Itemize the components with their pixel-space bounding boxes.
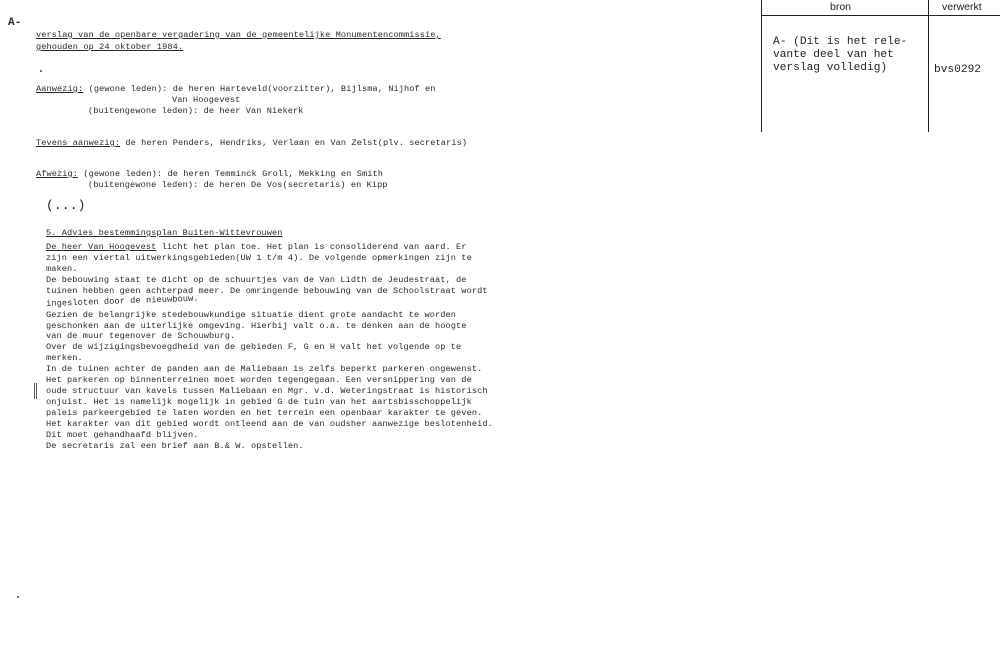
bron-line-1: A- (Dit is het rele- (773, 36, 908, 48)
section-line-17: Dit moet gehandhaafd blijven. (46, 430, 199, 440)
section-line-9: Over de wijzigingsbevoegdheid van de gebieden F, G en H valt het volgende op te (46, 342, 462, 352)
section-line-7: geschonken aan de uiterlijke omgeving. Hierbij valt o.a. te denken aan de hoogte (46, 321, 467, 331)
tevens-label: Tevens aanwezig: (36, 138, 121, 148)
section-line-14: onjuist. Het is namelijk mogelijk in gebied G de tuin van het aartsbisschoppelijk (46, 397, 472, 407)
table-left-border (761, 0, 762, 132)
section-line-6: Gezien de belangrijke stedebouwkundige situatie dient grote aandacht te worden (46, 310, 457, 320)
document-header-line2: gehouden op 24 oktober 1984. (36, 42, 184, 52)
bron-line-3: verslag volledig) (773, 62, 888, 74)
section-title: 5. Advies bestemmingsplan Buiten-Wittevrouwen (46, 228, 283, 238)
margin-bar (34, 383, 35, 399)
bron-line-2: vante deel van het (773, 49, 894, 61)
section-line-10: merken. (46, 353, 83, 363)
section-line-12: Het parkeren op binnenterreinen moet worden tegengegaan. Een versnippering van de (46, 375, 472, 385)
section-line-2: maken. (46, 264, 78, 274)
tevens-text: de heren Penders, Hendriks, Verlaan en Van Zelst(plv. secretaris) (120, 138, 468, 148)
aanwezig-block (36, 84, 436, 94)
afwezig-line2: (buitengewone leden): de heren De Vos(secretaris) en Kipp (88, 180, 388, 190)
aanwezig-label: Aanwezig: (36, 84, 84, 94)
section-line-16: Het karakter van dit gebied wordt ontleend aan de van oudsher aanwezige beslotenheid. (46, 419, 493, 429)
section-line-3: De bebouwing staat te dicht op de schuurtjes van de Van Lidth de Jeudestraat, de (46, 275, 467, 285)
column-header-bron: bron (830, 1, 852, 13)
section-first-line (46, 242, 467, 252)
ellipsis: (...) (46, 198, 86, 213)
section-line-15: paleis parkeergebied te laten worden en het terrein een openbaar karakter te geven. (46, 408, 483, 418)
afwezig-block (36, 169, 383, 179)
table-header-rule (761, 15, 1000, 16)
section-line-18: De secretaris zal een brief aan B.& W. opstellen. (46, 441, 304, 451)
section-line-4: tuinen hebben geen achterpad meer. De omringende bebouwing van de Schoolstraat wordt (46, 286, 488, 296)
aanwezig-line2: Van Hoogevest (172, 95, 241, 105)
section-line-1: zijn een viertal uitwerkingsgebieden(UW 1 t/m 4). De volgende opmerkingen zijn te (46, 253, 472, 263)
afwezig-label: Afwezig: (36, 169, 79, 179)
aanwezig-line1: (gewone leden): de heren Harteveld(voorzitter), Bijlsma, Nijhof en (88, 84, 436, 94)
scan-speck (40, 70, 42, 72)
document-header-line1: verslag van de openbare vergadering van de gemeentelijke Monumentencommissie, (36, 30, 441, 40)
section-line-13: oude structuur van kavels tussen Maliebaan en Mgr. v.d. Weteringstraat is historisch (46, 386, 488, 396)
speaker-name: De heer Van Hoogevest (46, 242, 157, 252)
tevens-block (36, 138, 467, 148)
section-line-0: licht het plan toe. Het plan is consoliderend van aard. Er (156, 242, 467, 252)
scan-speck (17, 596, 19, 598)
aanwezig-line3: (buitengewone leden): de heer Van Niekerk (88, 106, 304, 116)
afwezig-line1: (gewone leden): de heren Temminck Groll, Mekking en Smith (83, 169, 383, 179)
section-line-5: ingesloten door de nieuwbouw. (46, 293, 199, 309)
section-line-11: In de tuinen achter de panden aan de Maliebaan is zelfs beperkt parkeren ongewenst. (46, 364, 483, 374)
verwerkt-code: bvs0292 (934, 64, 981, 76)
margin-mark: A- (8, 17, 22, 29)
section-line-8: van de muur tegenover de Schouwburg. (46, 331, 236, 341)
column-header-verwerkt: verwerkt (942, 1, 982, 13)
table-column-divider (928, 0, 929, 132)
margin-bar (36, 383, 37, 399)
